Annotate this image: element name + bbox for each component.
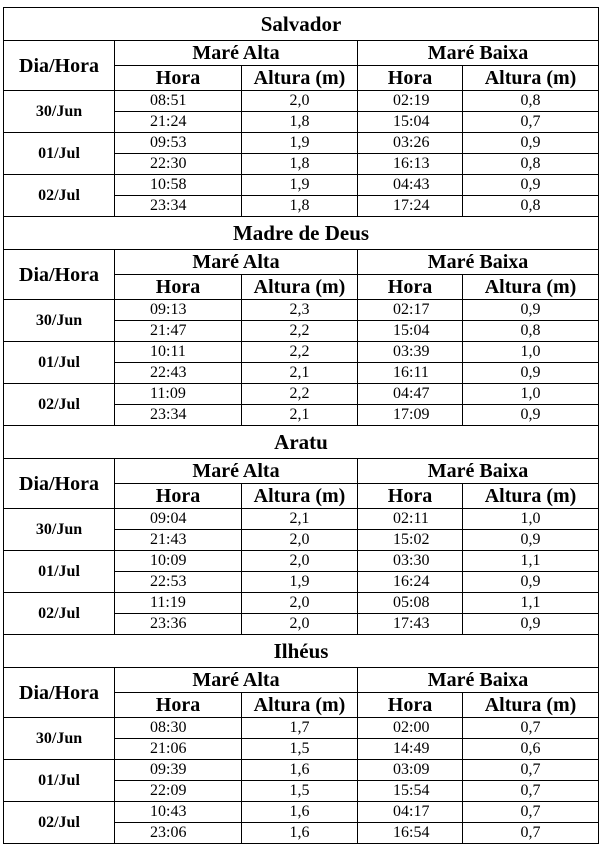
baixa-hora-value: 02:11 <box>358 509 463 530</box>
hora-header: Hora <box>358 66 463 91</box>
baixa-hora-value: 04:47 <box>358 384 463 405</box>
alta-hora-value: 22:09 <box>115 781 242 802</box>
data-row <box>4 342 599 363</box>
baixa-altura-value: 0,7 <box>463 802 599 823</box>
alta-altura-value: 2,2 <box>242 321 358 342</box>
mare-baixa-header: Maré Baixa <box>358 250 599 275</box>
baixa-hora-value: 02:17 <box>358 300 463 321</box>
data-row <box>4 91 599 112</box>
alta-altura-value: 1,7 <box>242 718 358 739</box>
baixa-hora-value: 17:09 <box>358 405 463 426</box>
baixa-altura-value: 0,7 <box>463 112 599 133</box>
alta-altura-value: 1,9 <box>242 175 358 196</box>
altura-header: Altura (m) <box>463 693 599 718</box>
data-row <box>4 133 599 154</box>
baixa-altura-value: 1,0 <box>463 384 599 405</box>
day-label: 30/Jun <box>4 718 115 760</box>
baixa-altura-value: 0,9 <box>463 405 599 426</box>
day-label: 01/Jul <box>4 133 115 175</box>
baixa-altura-value: 1,0 <box>463 342 599 363</box>
hora-header: Hora <box>358 484 463 509</box>
alta-altura-value: 2,0 <box>242 593 358 614</box>
altura-header: Altura (m) <box>242 275 358 300</box>
hora-header: Hora <box>115 275 242 300</box>
group-header-row <box>4 459 599 484</box>
alta-altura-value: 2,1 <box>242 363 358 384</box>
alta-hora-value: 23:34 <box>115 405 242 426</box>
alta-hora-value: 21:43 <box>115 530 242 551</box>
baixa-hora-value: 02:00 <box>358 718 463 739</box>
baixa-hora-value: 04:17 <box>358 802 463 823</box>
baixa-hora-value: 03:09 <box>358 760 463 781</box>
location-title-row <box>4 426 599 459</box>
alta-hora-value: 23:36 <box>115 614 242 635</box>
location-title-row <box>4 635 599 668</box>
baixa-hora-value: 03:30 <box>358 551 463 572</box>
alta-altura-value: 1,5 <box>242 781 358 802</box>
baixa-altura-value: 0,8 <box>463 196 599 217</box>
group-header-row <box>4 41 599 66</box>
alta-hora-value: 09:53 <box>115 133 242 154</box>
baixa-hora-value: 03:26 <box>358 133 463 154</box>
data-row <box>4 384 599 405</box>
location-title: Madre de Deus <box>4 217 599 250</box>
day-label: 02/Jul <box>4 802 115 844</box>
baixa-altura-value: 0,9 <box>463 614 599 635</box>
alta-altura-value: 2,0 <box>242 530 358 551</box>
baixa-hora-value: 02:19 <box>358 91 463 112</box>
alta-altura-value: 2,0 <box>242 614 358 635</box>
baixa-altura-value: 0,7 <box>463 760 599 781</box>
day-label: 30/Jun <box>4 91 115 133</box>
hora-header: Hora <box>358 693 463 718</box>
baixa-altura-value: 0,7 <box>463 718 599 739</box>
alta-hora-value: 11:09 <box>115 384 242 405</box>
alta-altura-value: 1,9 <box>242 572 358 593</box>
alta-hora-value: 08:30 <box>115 718 242 739</box>
baixa-hora-value: 16:11 <box>358 363 463 384</box>
alta-altura-value: 1,9 <box>242 133 358 154</box>
mare-baixa-header: Maré Baixa <box>358 459 599 484</box>
mare-baixa-header: Maré Baixa <box>358 668 599 693</box>
day-label: 01/Jul <box>4 551 115 593</box>
day-label: 30/Jun <box>4 509 115 551</box>
alta-altura-value: 1,6 <box>242 823 358 844</box>
data-row <box>4 718 599 739</box>
baixa-altura-value: 0,7 <box>463 823 599 844</box>
location-title-row <box>4 217 599 250</box>
data-row <box>4 760 599 781</box>
alta-hora-value: 23:06 <box>115 823 242 844</box>
day-label: 02/Jul <box>4 593 115 635</box>
data-row <box>4 509 599 530</box>
baixa-altura-value: 0,9 <box>463 300 599 321</box>
alta-hora-value: 10:43 <box>115 802 242 823</box>
alta-hora-value: 21:06 <box>115 739 242 760</box>
group-header-row <box>4 250 599 275</box>
alta-altura-value: 1,5 <box>242 739 358 760</box>
dia-hora-header: Dia/Hora <box>4 250 115 300</box>
alta-altura-value: 2,0 <box>242 91 358 112</box>
mare-alta-header: Maré Alta <box>115 250 358 275</box>
dia-hora-header: Dia/Hora <box>4 41 115 91</box>
mare-alta-header: Maré Alta <box>115 668 358 693</box>
alta-altura-value: 2,2 <box>242 384 358 405</box>
alta-hora-value: 08:51 <box>115 91 242 112</box>
alta-hora-value: 10:11 <box>115 342 242 363</box>
baixa-hora-value: 15:04 <box>358 321 463 342</box>
alta-altura-value: 2,0 <box>242 551 358 572</box>
baixa-altura-value: 0,9 <box>463 530 599 551</box>
alta-hora-value: 21:47 <box>115 321 242 342</box>
baixa-altura-value: 1,1 <box>463 551 599 572</box>
location-title: Salvador <box>4 8 599 41</box>
baixa-hora-value: 15:04 <box>358 112 463 133</box>
data-row <box>4 593 599 614</box>
baixa-hora-value: 15:54 <box>358 781 463 802</box>
alta-altura-value: 2,1 <box>242 509 358 530</box>
dia-hora-header: Dia/Hora <box>4 668 115 718</box>
baixa-hora-value: 03:39 <box>358 342 463 363</box>
group-header-row <box>4 668 599 693</box>
baixa-hora-value: 05:08 <box>358 593 463 614</box>
hora-header: Hora <box>115 484 242 509</box>
baixa-hora-value: 04:43 <box>358 175 463 196</box>
alta-altura-value: 1,6 <box>242 760 358 781</box>
baixa-altura-value: 0,6 <box>463 739 599 760</box>
mare-baixa-header: Maré Baixa <box>358 41 599 66</box>
alta-hora-value: 09:13 <box>115 300 242 321</box>
day-label: 01/Jul <box>4 760 115 802</box>
data-row <box>4 802 599 823</box>
alta-altura-value: 2,3 <box>242 300 358 321</box>
day-label: 01/Jul <box>4 342 115 384</box>
baixa-altura-value: 1,0 <box>463 509 599 530</box>
altura-header: Altura (m) <box>242 484 358 509</box>
alta-altura-value: 2,2 <box>242 342 358 363</box>
dia-hora-header: Dia/Hora <box>4 459 115 509</box>
tide-table <box>3 7 599 844</box>
baixa-altura-value: 0,9 <box>463 133 599 154</box>
day-label: 02/Jul <box>4 175 115 217</box>
alta-hora-value: 23:34 <box>115 196 242 217</box>
altura-header: Altura (m) <box>463 275 599 300</box>
altura-header: Altura (m) <box>463 66 599 91</box>
alta-altura-value: 1,8 <box>242 112 358 133</box>
location-title-row <box>4 8 599 41</box>
data-row <box>4 551 599 572</box>
alta-hora-value: 10:58 <box>115 175 242 196</box>
baixa-altura-value: 0,9 <box>463 572 599 593</box>
location-title: Ilhéus <box>4 635 599 668</box>
baixa-hora-value: 15:02 <box>358 530 463 551</box>
alta-hora-value: 10:09 <box>115 551 242 572</box>
baixa-altura-value: 0,7 <box>463 781 599 802</box>
alta-hora-value: 09:04 <box>115 509 242 530</box>
location-title: Aratu <box>4 426 599 459</box>
alta-hora-value: 09:39 <box>115 760 242 781</box>
baixa-hora-value: 16:24 <box>358 572 463 593</box>
alta-altura-value: 1,6 <box>242 802 358 823</box>
alta-hora-value: 21:24 <box>115 112 242 133</box>
baixa-altura-value: 0,8 <box>463 321 599 342</box>
alta-hora-value: 11:19 <box>115 593 242 614</box>
baixa-hora-value: 16:54 <box>358 823 463 844</box>
altura-header: Altura (m) <box>242 66 358 91</box>
baixa-altura-value: 0,8 <box>463 91 599 112</box>
baixa-altura-value: 0,9 <box>463 363 599 384</box>
alta-altura-value: 1,8 <box>242 154 358 175</box>
mare-alta-header: Maré Alta <box>115 459 358 484</box>
data-row <box>4 175 599 196</box>
hora-header: Hora <box>115 66 242 91</box>
alta-altura-value: 1,8 <box>242 196 358 217</box>
hora-header: Hora <box>115 693 242 718</box>
hora-header: Hora <box>358 275 463 300</box>
data-row <box>4 300 599 321</box>
alta-hora-value: 22:30 <box>115 154 242 175</box>
baixa-hora-value: 17:43 <box>358 614 463 635</box>
alta-altura-value: 2,1 <box>242 405 358 426</box>
day-label: 02/Jul <box>4 384 115 426</box>
baixa-altura-value: 1,1 <box>463 593 599 614</box>
mare-alta-header: Maré Alta <box>115 41 358 66</box>
baixa-hora-value: 14:49 <box>358 739 463 760</box>
baixa-hora-value: 16:13 <box>358 154 463 175</box>
day-label: 30/Jun <box>4 300 115 342</box>
alta-hora-value: 22:43 <box>115 363 242 384</box>
altura-header: Altura (m) <box>242 693 358 718</box>
baixa-hora-value: 17:24 <box>358 196 463 217</box>
baixa-altura-value: 0,8 <box>463 154 599 175</box>
alta-hora-value: 22:53 <box>115 572 242 593</box>
altura-header: Altura (m) <box>463 484 599 509</box>
baixa-altura-value: 0,9 <box>463 175 599 196</box>
